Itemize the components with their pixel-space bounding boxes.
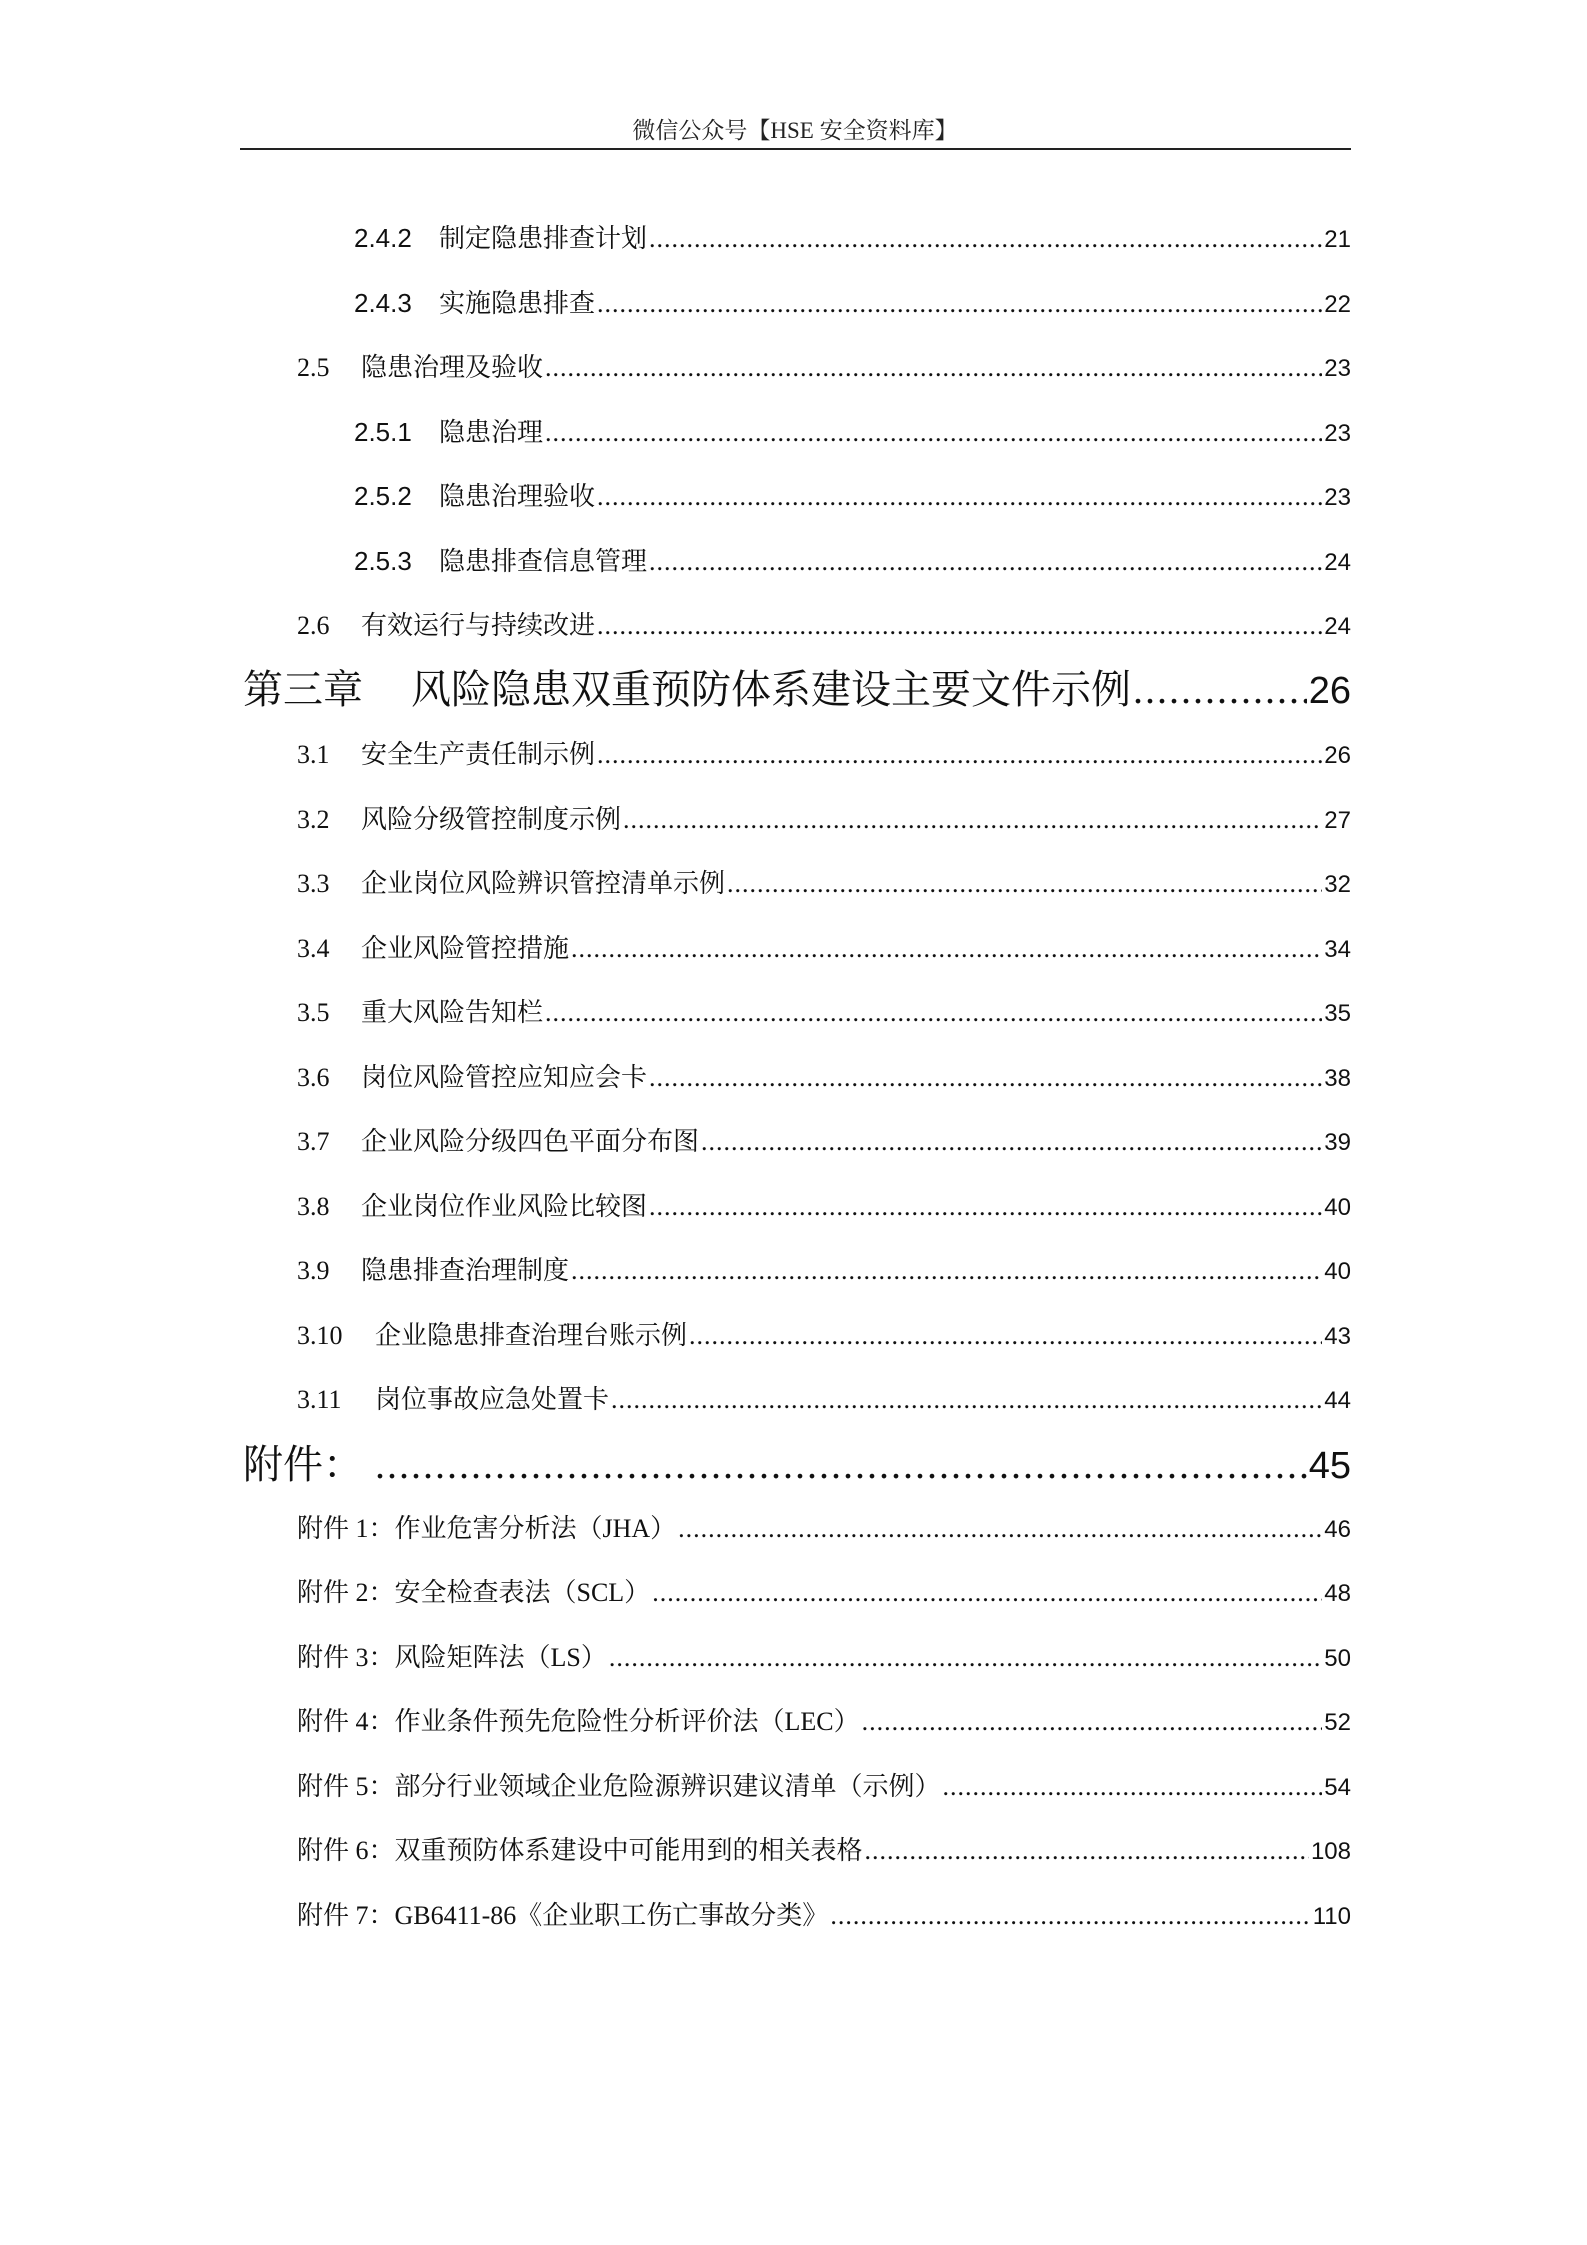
toc-entry-number: 2.4.3	[354, 288, 412, 318]
toc-entry-title: 岗位风险管控应知应会卡	[361, 1063, 648, 1092]
toc-leader-dots	[862, 1707, 1323, 1737]
toc-entry-page: 43	[1324, 1323, 1351, 1350]
toc-leader-dots	[701, 1127, 1322, 1157]
toc-leader-dots	[571, 1256, 1322, 1286]
toc-leader-dots	[571, 934, 1322, 964]
toc-entry-number: 2.5.2	[354, 481, 412, 511]
toc-entry-title: 安全生产责任制示例	[361, 740, 596, 769]
toc-leader-dots	[727, 869, 1322, 899]
toc-entry[interactable]	[297, 347, 1351, 384]
toc-entry-title: 隐患排查治理制度	[361, 1256, 570, 1285]
toc-leader-dots	[1133, 666, 1307, 713]
toc-entry-page: 32	[1324, 871, 1351, 898]
toc-entry-title: 附件 4：作业条件预先危险性分析评价法（LEC）	[297, 1707, 860, 1736]
toc-entry-page: 23	[1324, 355, 1351, 382]
toc-appendix-entry[interactable]	[297, 1895, 1351, 1932]
toc-leader-dots	[649, 1192, 1322, 1222]
toc-entry-page: 54	[1324, 1774, 1351, 1801]
toc-entry-page: 40	[1324, 1258, 1351, 1285]
toc-entry-title: 制定隐患排查计划	[439, 224, 648, 253]
toc-entry-title: 企业岗位风险辨识管控清单示例	[361, 869, 726, 898]
toc-entry-title: 企业风险分级四色平面分布图	[361, 1127, 700, 1156]
toc-entry-number: 2.4.2	[354, 223, 412, 253]
toc-appendix-heading[interactable]	[243, 1433, 1351, 1490]
toc-leader-dots	[375, 1441, 1307, 1488]
toc-entry[interactable]	[297, 1315, 1351, 1352]
toc-leader-dots	[597, 740, 1322, 770]
toc-appendix-entry[interactable]	[297, 1830, 1351, 1867]
toc-entry-number: 2.5.1	[354, 417, 412, 447]
toc-entry[interactable]	[297, 1250, 1351, 1287]
toc-entry-number: 2.5	[297, 353, 330, 382]
page-header: 微信公众号【HSE 安全资料库】	[632, 118, 958, 143]
toc-entry-page: 40	[1324, 1194, 1351, 1221]
toc-entry-title: 附件 1：作业危害分析法（JHA）	[297, 1514, 677, 1543]
toc-leader-dots	[609, 1643, 1322, 1673]
toc-entry[interactable]	[297, 1057, 1351, 1094]
toc-leader-dots	[649, 547, 1322, 577]
toc-entry[interactable]	[297, 863, 1351, 900]
toc-leader-dots	[830, 1901, 1310, 1931]
toc-appendix-entry[interactable]	[297, 1766, 1351, 1803]
toc-leader-dots	[611, 1385, 1322, 1415]
toc-entry-page: 46	[1324, 1516, 1351, 1543]
toc-appendix-entry[interactable]	[297, 1508, 1351, 1545]
toc-entry-title: 附件 2：安全检查表法（SCL）	[297, 1578, 651, 1607]
toc-entry-number: 3.8	[297, 1192, 330, 1221]
toc-entry[interactable]	[354, 218, 1351, 255]
toc-entry-number: 3.6	[297, 1063, 330, 1092]
toc-entry-page: 21	[1324, 226, 1351, 253]
toc-leader-dots	[545, 998, 1322, 1028]
toc-entry-page: 23	[1324, 484, 1351, 511]
toc-entry-title: 附件 7：GB6411-86《企业职工伤亡事故分类》	[297, 1901, 829, 1930]
toc-entry-page: 108	[1310, 1838, 1351, 1865]
toc-leader-dots	[689, 1321, 1322, 1351]
toc-entry-title: 隐患治理验收	[439, 482, 596, 511]
toc-entry-number: 3.5	[297, 998, 330, 1027]
toc-entry[interactable]	[297, 1379, 1351, 1416]
toc-entry-number: 3.2	[297, 805, 330, 834]
toc-entry-title: 附件 3：风险矩阵法（LS）	[297, 1643, 607, 1672]
toc-entry-number: 3.4	[297, 934, 330, 963]
toc-entry-page: 27	[1324, 807, 1351, 834]
toc-entry-title: 隐患治理	[439, 418, 544, 447]
toc-chapter-title: 风险隐患双重预防体系建设主要文件示例	[411, 667, 1131, 712]
toc-entry-title: 重大风险告知栏	[361, 998, 544, 1027]
toc-entry-title: 隐患排查信息管理	[439, 547, 648, 576]
toc-chapter-entry[interactable]	[243, 658, 1351, 715]
toc-entry-title: 企业隐患排查治理台账示例	[375, 1321, 688, 1350]
toc-entry-number: 3.10	[297, 1321, 343, 1350]
toc-entry-page: 23	[1324, 420, 1351, 447]
toc-entry[interactable]	[297, 734, 1351, 771]
toc-entry-page: 50	[1324, 1645, 1351, 1672]
toc-entry[interactable]	[354, 412, 1351, 449]
toc-leader-dots	[678, 1514, 1322, 1544]
toc-leader-dots	[597, 289, 1322, 319]
toc-entry[interactable]	[297, 992, 1351, 1029]
toc-entry-page: 52	[1324, 1709, 1351, 1736]
toc-entry-number: 3.7	[297, 1127, 330, 1156]
toc-leader-dots	[623, 805, 1322, 835]
toc-appendix-entry[interactable]	[297, 1572, 1351, 1609]
toc-entry-number: 3.3	[297, 869, 330, 898]
toc-chapter-number: 第三章	[243, 667, 363, 712]
toc-entry-page: 26	[1324, 742, 1351, 769]
toc-leader-dots	[597, 482, 1322, 512]
toc-entry-number: 3.1	[297, 740, 330, 769]
toc-entry-page: 44	[1324, 1387, 1351, 1414]
header-rule	[240, 148, 1351, 150]
toc-entry-page: 110	[1312, 1903, 1351, 1930]
toc-appendix-title: 附件：	[243, 1442, 363, 1487]
toc-entry-page: 38	[1324, 1065, 1351, 1092]
toc-leader-dots	[652, 1578, 1322, 1608]
toc-entry-title: 有效运行与持续改进	[361, 611, 596, 640]
toc-entry-number: 3.11	[297, 1385, 342, 1414]
toc-chapter-page: 26	[1308, 670, 1351, 712]
toc-entry-title: 岗位事故应急处置卡	[375, 1385, 610, 1414]
toc-leader-dots	[545, 353, 1322, 383]
toc-leader-dots	[649, 1063, 1322, 1093]
toc-entry-title: 附件 5：部分行业领域企业危险源辨识建议清单（示例）	[297, 1772, 941, 1801]
toc-leader-dots	[597, 611, 1322, 641]
toc-entry-page: 24	[1324, 613, 1351, 640]
toc-entry-number: 3.9	[297, 1256, 330, 1285]
toc-leader-dots	[865, 1836, 1309, 1866]
toc-entry[interactable]	[297, 928, 1351, 965]
toc-entry[interactable]	[297, 799, 1351, 836]
toc-entry-page: 22	[1324, 291, 1351, 318]
toc-entry-page: 24	[1324, 549, 1351, 576]
toc-leader-dots	[545, 418, 1322, 448]
toc-appendix-entry[interactable]	[297, 1637, 1351, 1674]
toc-entry-title: 企业岗位作业风险比较图	[361, 1192, 648, 1221]
toc-entry-title: 实施隐患排查	[439, 289, 596, 318]
toc-entry-title: 附件 6：双重预防体系建设中可能用到的相关表格	[297, 1836, 863, 1865]
toc-entry-page: 34	[1324, 936, 1351, 963]
toc-entry[interactable]	[297, 1186, 1351, 1223]
toc-entry-title: 风险分级管控制度示例	[361, 805, 622, 834]
toc-appendix-entry[interactable]	[297, 1701, 1351, 1738]
toc-entry-number: 2.6	[297, 611, 330, 640]
toc-leader-dots	[943, 1772, 1323, 1802]
toc-entry-page: 48	[1324, 1580, 1351, 1607]
toc-entry[interactable]	[297, 1121, 1351, 1158]
toc-leader-dots	[649, 224, 1322, 254]
toc-entry[interactable]	[297, 605, 1351, 642]
toc-entry-number: 2.5.3	[354, 546, 412, 576]
toc-entry[interactable]	[354, 283, 1351, 320]
toc-entry-title: 企业风险管控措施	[361, 934, 570, 963]
toc-entry[interactable]	[354, 476, 1351, 513]
toc-entry-page: 39	[1324, 1129, 1351, 1156]
toc-entry-page: 35	[1324, 1000, 1351, 1027]
toc-entry-title: 隐患治理及验收	[361, 353, 544, 382]
toc-appendix-page: 45	[1308, 1445, 1351, 1487]
toc-entry[interactable]	[354, 541, 1351, 578]
